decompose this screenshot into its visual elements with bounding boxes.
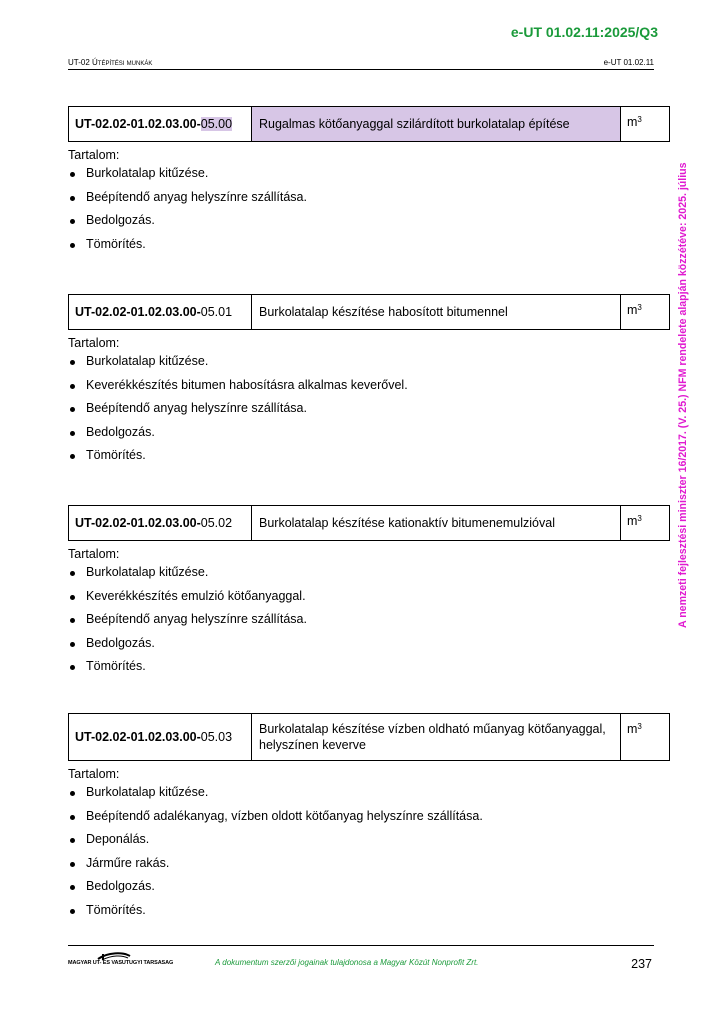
running-header-right: e-UT 01.02.11 <box>603 58 654 67</box>
item-header-table <box>68 713 670 761</box>
content-label: Tartalom: <box>68 336 120 350</box>
item-code-suffix: 05.03 <box>200 730 233 744</box>
page-number: 237 <box>631 957 652 971</box>
item-code-prefix: UT-02.02-01.02.03.00- <box>75 305 201 319</box>
content-label: Tartalom: <box>68 767 120 781</box>
item-code <box>69 506 252 540</box>
unit-base: m <box>627 722 638 736</box>
list-item: Bedolgozás. <box>68 875 670 899</box>
list-item: Bedolgozás. <box>68 421 670 445</box>
item-header-table <box>68 294 670 330</box>
work-item <box>68 106 670 256</box>
item-code-prefix: UT-02.02-01.02.03.00- <box>75 730 201 744</box>
unit-base: m <box>627 115 638 129</box>
list-item: Beépítendő anyag helyszínre szállítása. <box>68 608 670 632</box>
unit-exponent: 3 <box>637 514 642 523</box>
work-item <box>68 713 670 922</box>
list-item: Tömörítés. <box>68 233 670 257</box>
list-item: Beépítendő anyag helyszínre szállítása. <box>68 186 670 210</box>
list-item: Bedolgozás. <box>68 209 670 233</box>
step-list <box>68 350 670 468</box>
item-code-prefix: UT-02.02-01.02.03.00- <box>75 516 201 530</box>
step-list <box>68 561 670 679</box>
item-code <box>69 295 252 329</box>
list-item: Tömörítés. <box>68 655 670 679</box>
item-code-suffix: 05.00 <box>200 117 233 131</box>
list-item: Keverékkészítés bitumen habosításra alkalmas keverővel. <box>68 374 670 398</box>
list-item: Járműre rakás. <box>68 852 670 876</box>
item-title: Rugalmas kötőanyaggal szilárdított burkolatalap építése <box>252 107 621 141</box>
unit-base: m <box>627 514 638 528</box>
unit-base: m <box>627 303 638 317</box>
step-list <box>68 781 670 922</box>
item-code-prefix: UT-02.02-01.02.03.00- <box>75 117 201 131</box>
item-code <box>69 107 252 141</box>
footer-divider <box>68 945 654 946</box>
running-header <box>68 58 654 70</box>
side-publication-note: A nemzeti fejlesztési miniszter 16/2017. (V. 25.) NFM rendelete alapján közzétéve: 2025. július <box>677 162 689 628</box>
item-code-suffix: 05.01 <box>200 305 233 319</box>
item-title: Burkolatalap készítése habosított bitumennel <box>252 295 621 329</box>
step-list <box>68 162 670 256</box>
list-item: Deponálás. <box>68 828 670 852</box>
unit-exponent: 3 <box>637 303 642 312</box>
item-header-table <box>68 106 670 142</box>
list-item: Beépítendő adalékanyag, vízben oldott kötőanyag helyszínre szállítása. <box>68 805 670 829</box>
document-code: e-UT 01.02.11:2025/Q3 <box>510 24 658 40</box>
item-unit <box>621 506 669 540</box>
list-item: Burkolatalap kitűzése. <box>68 350 670 374</box>
unit-exponent: 3 <box>637 115 642 124</box>
list-item: Beépítendő anyag helyszínre szállítása. <box>68 397 670 421</box>
item-code-suffix: 05.02 <box>200 516 233 530</box>
list-item: Burkolatalap kitűzése. <box>68 781 670 805</box>
item-unit <box>621 107 669 141</box>
item-unit <box>621 295 669 329</box>
content-label: Tartalom: <box>68 547 120 561</box>
list-item: Burkolatalap kitűzése. <box>68 162 670 186</box>
list-item: Bedolgozás. <box>68 632 670 656</box>
unit-exponent: 3 <box>637 722 642 731</box>
item-code <box>69 714 252 760</box>
copyright-notice: A dokumentum szerzői jogainak tulajdonosa a Magyar Közút Nonprofit Zrt. <box>215 958 479 967</box>
running-header-left: UT-02 Útépítési munkák <box>68 58 153 67</box>
work-item <box>68 294 670 468</box>
item-title: Burkolatalap készítése kationaktív bitumenemulzióval <box>252 506 621 540</box>
item-unit <box>621 714 669 760</box>
list-item: Tömörítés. <box>68 899 670 923</box>
list-item: Burkolatalap kitűzése. <box>68 561 670 585</box>
work-item <box>68 505 670 679</box>
list-item: Keverékkészítés emulzió kötőanyaggal. <box>68 585 670 609</box>
item-title: Burkolatalap készítése vízben oldható műanyag kötőanyaggal, helyszínen keverve <box>252 714 621 760</box>
content-label: Tartalom: <box>68 148 120 162</box>
list-item: Tömörítés. <box>68 444 670 468</box>
item-header-table <box>68 505 670 541</box>
society-logo-text: MAGYAR UT- ES VASUTUGYI TARSASAG <box>68 960 174 966</box>
